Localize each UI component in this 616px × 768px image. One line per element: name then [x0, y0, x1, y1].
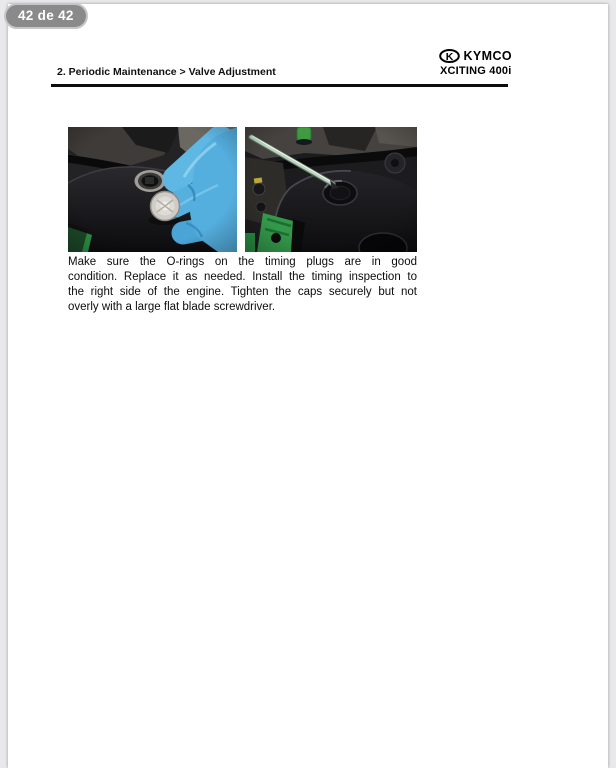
- brand-name: KYMCO: [463, 49, 512, 63]
- breadcrumb: 2. Periodic Maintenance > Valve Adjustment: [57, 66, 276, 78]
- photo-tighten-cap-screwdriver: [245, 127, 417, 252]
- paragraph-line: condition. Replace it as needed. Install the timing inspection to: [68, 271, 417, 283]
- paragraph-line: overly with a large flat blade screwdriver.: [68, 301, 276, 313]
- manual-page: [8, 4, 608, 768]
- body-paragraph: [68, 255, 417, 315]
- kymco-logo-icon: [439, 49, 460, 63]
- photo-row: [68, 127, 417, 252]
- header-rule: [51, 84, 508, 87]
- model-name: XCITING 400i: [439, 65, 512, 77]
- photo-timing-plug-oring: [68, 127, 237, 252]
- paragraph-line: Make sure the O-rings on the timing plugs are in good: [68, 256, 417, 268]
- paragraph-line: the right side of the engine. Tighten the caps securely but not: [68, 286, 417, 298]
- svg-text:K: K: [446, 51, 454, 63]
- page-indicator-badge: 42 de 42: [4, 3, 88, 29]
- brand-block: [439, 49, 512, 77]
